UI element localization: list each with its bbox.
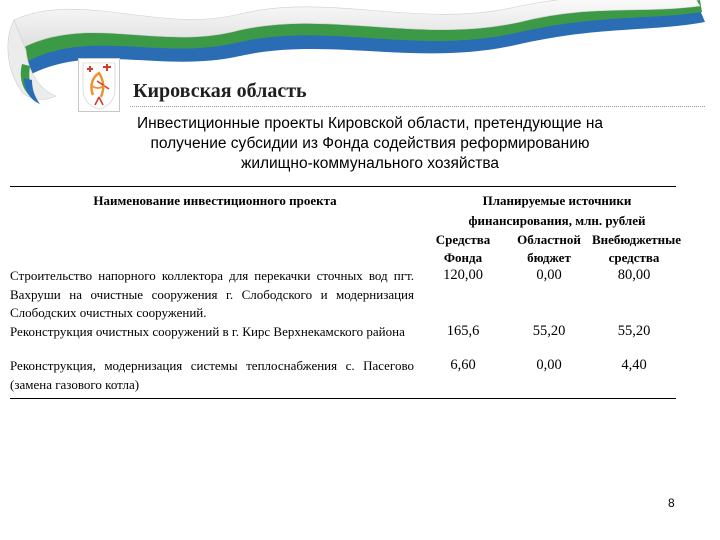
heading-line: жилищно-коммунального хозяйства — [240, 155, 500, 172]
value-fund: 165,6 — [446, 322, 480, 339]
value-offbudget: 80,00 — [617, 267, 651, 283]
value-regional: 0,00 — [536, 267, 562, 283]
page-number: 8 — [668, 496, 675, 510]
region-title: Кировская область — [133, 80, 307, 102]
value-fund: 6,60 — [450, 357, 476, 373]
column-header-offbudget: Внебюджетные средства — [592, 232, 682, 265]
table-bottom-rule — [10, 394, 676, 399]
page-heading — [60, 114, 680, 174]
value-offbudget: 55,20 — [617, 322, 651, 339]
column-header-sources: Планируемые источники финансирования, млн. рублей — [420, 187, 676, 232]
table-row — [10, 267, 676, 323]
project-name: Реконструкция, модернизация системы теплоснабжения с. Пасегово (замена газового котла) — [10, 358, 414, 392]
project-name: Строительство напорного коллектора для перекачки сточных вод пгт. Вахруши на очистные сооружения г. Слободского и модернизация Слободских очистных сооружений. — [10, 268, 414, 320]
table-header-row — [10, 187, 676, 232]
heading-line: Инвестиционные проекты Кировской области, претендующие на — [136, 115, 603, 132]
value-offbudget: 4,40 — [621, 357, 647, 373]
column-header-fund: Средства Фонда — [435, 232, 491, 265]
table-row — [10, 323, 676, 358]
project-name: Реконструкция очистных сооружений в г. Кирс Верхнекамского района — [10, 323, 405, 339]
value-regional: 55,20 — [532, 322, 566, 339]
value-regional: 0,00 — [536, 357, 562, 373]
table-row — [10, 357, 676, 394]
coat-of-arms-icon — [78, 58, 120, 112]
heading-line: получение субсидии из Фонда содействия реформированию — [150, 135, 590, 152]
projects-table — [10, 186, 682, 399]
divider — [130, 106, 705, 107]
value-fund: 120,00 — [443, 267, 483, 283]
column-header-name: Наименование инвестиционного проекта — [10, 187, 420, 268]
column-header-regional: Областной бюджет — [517, 232, 581, 265]
